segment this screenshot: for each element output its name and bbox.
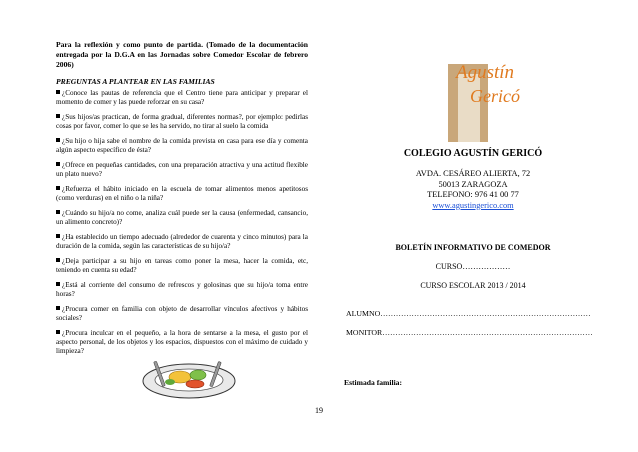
list-item: ¿Su hijo o hija sabe el nombre de la comida prevista en casa para ese día y comenta algún aspecto específico de ésta? [56,137,308,155]
food-plate-icon [140,355,238,400]
logo-text-line2: Gericó [470,86,520,106]
logo-text-line1: Agustín [456,62,515,83]
bullet-icon [56,330,60,334]
list-item: ¿Cuándo su hijo/a no come, analiza cuál puede ser la causa (enfermedad, cansancio, un alimento concreto)? [56,209,308,227]
bullet-icon [56,90,60,94]
bullet-icon [56,258,60,262]
alumno-field: ALUMNO……………………………………………………………………… [346,309,591,318]
list-item: ¿Está al corriente del consumo de refrescos y golosinas que su hijo/a toma entre horas? [56,281,308,299]
school-city: 50013 ZARAGOZA [438,179,508,189]
list-item: ¿Sus hijos/as practican, de forma gradual, diferentes normas?, por ejemplo: pedirlas cosas por favor, comer lo que se les ha servido, no tirar al suelo la comida [56,113,308,131]
list-item: ¿Ha establecido un tiempo adecuado (alrededor de cuarenta y cinco minutos) para la duración de la comida, según las características de su hijo/a? [56,233,308,251]
questions-list [56,89,308,356]
school-website-link[interactable]: www.agustingerico.com [432,200,514,210]
intro-text: Para la reflexión y como punto de partida. (Tomado de la documentación entregada por la D.G.A en las Jornadas sobre Comedor Escolar de febrero 2006) [56,40,308,69]
list-item: ¿Conoce las pautas de referencia que el Centro tiene para anticipar y preparar el momento de comer y las puede reforzar en su casa? [56,89,308,107]
school-phone: TELEFONO: 976 41 00 77 [427,190,519,199]
bullet-icon [56,306,60,310]
list-item: ¿Ofrece en pequeñas cantidades, con una preparación atractiva y una actitud flexible un plato nuevo? [56,161,308,179]
left-column [56,40,308,362]
list-item: ¿Refuerza el hábito iniciado en la escuela de tomar alimentos menos apetitosos (como verduras) en el niño o la niña? [56,185,308,203]
bullet-icon [56,210,60,214]
page-number: 19 [315,406,323,415]
questions-title: PREGUNTAS A PLANTEAR EN LAS FAMILIAS [56,76,215,86]
school-year: CURSO ESCOLAR 2013 / 2014 [420,281,526,290]
curso-field: CURSO……………… [435,262,511,271]
school-address: AVDA. CESÁREO ALIERTA, 72 [415,169,531,178]
list-item: ¿Deja participar a su hijo en tareas como poner la mesa, hacer la comida, etc, teniendo en cuenta su edad? [56,257,308,275]
school-logo [440,38,526,146]
list-item: ¿Procura inculcar en el pequeño, a la hora de sentarse a la mesa, el gusto por el aspecto personal, de los objetos y los espacios, dispuestos con el máximo de cuidado y limpieza? [56,329,308,356]
bullet-icon [56,282,60,286]
school-info [344,148,602,211]
bullet-icon [56,114,60,118]
greeting: Estimada familia: [344,378,403,387]
bullet-icon [56,186,60,190]
bulletin-title: BOLETÍN INFORMATIVO DE COMEDOR [395,243,551,252]
logo-inner-block [458,74,480,142]
list-item: ¿Procura comer en familia con objeto de desarrollar vínculos afectivos y hábitos sociales? [56,305,308,323]
school-name: COLEGIO AGUSTÍN GERICÓ [403,148,543,159]
bullet-icon [56,162,60,166]
bullet-icon [56,138,60,142]
monitor-field: MONITOR……………………………………………………………………… [346,328,593,337]
bullet-icon [56,234,60,238]
